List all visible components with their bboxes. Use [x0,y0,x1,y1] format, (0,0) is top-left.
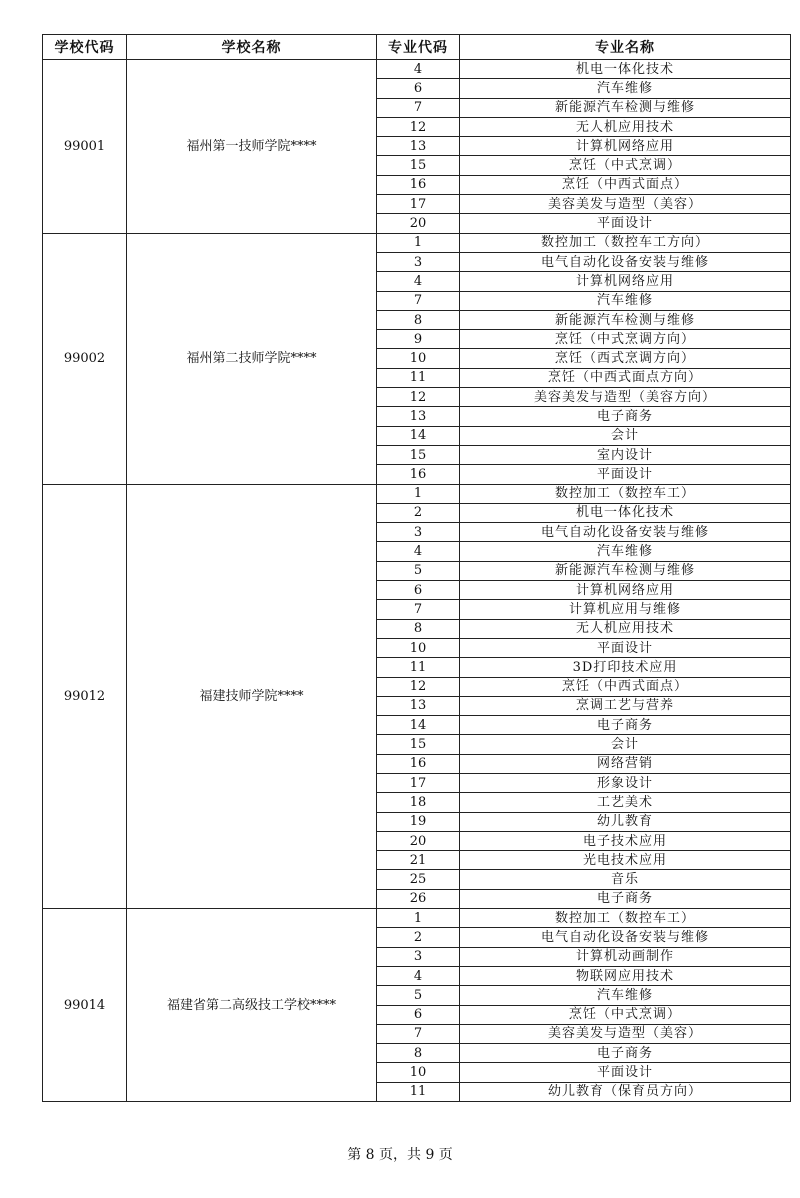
major-code-cell: 6 [377,1005,460,1024]
major-code-cell: 13 [377,137,460,156]
major-code-cell: 3 [377,947,460,966]
major-name-cell: 电子技术应用 [460,831,791,850]
major-code-cell: 10 [377,1063,460,1082]
major-name-cell: 汽车维修 [460,291,791,310]
major-code-cell: 2 [377,503,460,522]
table-row [43,909,791,928]
major-name-cell: 烹饪（中式烹调） [460,156,791,175]
major-name-cell: 电子商务 [460,889,791,908]
major-name-cell: 美容美发与造型（美容方向） [460,388,791,407]
school-name-cell: 福建技师学院**** [127,484,377,909]
major-name-cell: 工艺美术 [460,793,791,812]
major-code-cell: 9 [377,330,460,349]
header-major-code: 专业代码 [377,35,460,60]
major-code-cell: 20 [377,214,460,233]
major-code-cell: 19 [377,812,460,831]
major-name-cell: 烹调工艺与营养 [460,696,791,715]
major-name-cell: 烹饪（中西式面点） [460,175,791,194]
major-code-cell: 12 [377,388,460,407]
school-name-cell: 福建省第二高级技工学校**** [127,909,377,1102]
major-code-cell: 4 [377,60,460,79]
major-code-cell: 4 [377,542,460,561]
major-name-cell: 计算机网络应用 [460,137,791,156]
major-name-cell: 烹饪（中式烹调） [460,1005,791,1024]
major-code-cell: 10 [377,349,460,368]
major-code-cell: 7 [377,98,460,117]
table-row [43,484,791,503]
major-name-cell: 数控加工（数控车工） [460,909,791,928]
major-name-cell: 电气自动化设备安装与维修 [460,928,791,947]
school-major-table [42,34,791,1102]
major-name-cell: 新能源汽车检测与维修 [460,98,791,117]
major-name-cell: 新能源汽车检测与维修 [460,310,791,329]
major-code-cell: 7 [377,1024,460,1043]
major-code-cell: 14 [377,716,460,735]
major-name-cell: 机电一体化技术 [460,503,791,522]
major-name-cell: 汽车维修 [460,79,791,98]
major-code-cell: 16 [377,754,460,773]
major-name-cell: 平面设计 [460,465,791,484]
major-code-cell: 20 [377,831,460,850]
major-code-cell: 15 [377,445,460,464]
school-code-cell: 99014 [43,909,127,1102]
major-name-cell: 计算机动画制作 [460,947,791,966]
major-code-cell: 3 [377,523,460,542]
major-name-cell: 幼儿教育（保育员方向） [460,1082,791,1101]
school-name-cell: 福州第二技师学院**** [127,233,377,484]
major-code-cell: 25 [377,870,460,889]
school-code-cell: 99001 [43,60,127,234]
major-code-cell: 7 [377,291,460,310]
major-code-cell: 16 [377,465,460,484]
major-name-cell: 烹饪（中西式面点） [460,677,791,696]
major-name-cell: 烹饪（西式烹调方向） [460,349,791,368]
major-code-cell: 11 [377,658,460,677]
major-code-cell: 5 [377,561,460,580]
major-code-cell: 1 [377,484,460,503]
major-name-cell: 平面设计 [460,638,791,657]
major-code-cell: 11 [377,368,460,387]
major-name-cell: 幼儿教育 [460,812,791,831]
major-code-cell: 17 [377,773,460,792]
major-name-cell: 无人机应用技术 [460,117,791,136]
major-name-cell: 会计 [460,426,791,445]
major-name-cell: 平面设计 [460,1063,791,1082]
major-name-cell: 平面设计 [460,214,791,233]
school-name-cell: 福州第一技师学院**** [127,60,377,234]
major-name-cell: 电子商务 [460,716,791,735]
major-name-cell: 室内设计 [460,445,791,464]
major-name-cell: 汽车维修 [460,986,791,1005]
header-major-name: 专业名称 [460,35,791,60]
school-code-cell: 99002 [43,233,127,484]
major-code-cell: 17 [377,195,460,214]
major-name-cell: 美容美发与造型（美容） [460,195,791,214]
major-code-cell: 11 [377,1082,460,1101]
major-name-cell: 数控加工（数控车工方向） [460,233,791,252]
major-name-cell: 3D打印技术应用 [460,658,791,677]
major-code-cell: 15 [377,156,460,175]
major-name-cell: 数控加工（数控车工） [460,484,791,503]
major-name-cell: 电气自动化设备安装与维修 [460,523,791,542]
major-name-cell: 美容美发与造型（美容） [460,1024,791,1043]
major-code-cell: 7 [377,600,460,619]
major-name-cell: 电气自动化设备安装与维修 [460,252,791,271]
major-name-cell: 计算机网络应用 [460,272,791,291]
major-code-cell: 1 [377,909,460,928]
table-body [43,60,791,1102]
header-school-code: 学校代码 [43,35,127,60]
major-name-cell: 物联网应用技术 [460,966,791,985]
major-code-cell: 10 [377,638,460,657]
table-header-row [43,35,791,60]
major-code-cell: 16 [377,175,460,194]
major-code-cell: 18 [377,793,460,812]
major-code-cell: 12 [377,117,460,136]
major-code-cell: 26 [377,889,460,908]
major-name-cell: 汽车维修 [460,542,791,561]
major-code-cell: 14 [377,426,460,445]
major-name-cell: 计算机网络应用 [460,581,791,600]
major-code-cell: 5 [377,986,460,1005]
major-name-cell: 电子商务 [460,407,791,426]
major-code-cell: 21 [377,851,460,870]
major-name-cell: 形象设计 [460,773,791,792]
school-code-cell: 99012 [43,484,127,909]
page-footer: 第 8 页，共 9 页 [347,1147,453,1163]
major-code-cell: 1 [377,233,460,252]
major-name-cell: 新能源汽车检测与维修 [460,561,791,580]
table-row [43,233,791,252]
major-name-cell: 机电一体化技术 [460,60,791,79]
major-code-cell: 13 [377,407,460,426]
major-name-cell: 光电技术应用 [460,851,791,870]
header-school-name: 学校名称 [127,35,377,60]
major-name-cell: 网络营销 [460,754,791,773]
major-code-cell: 6 [377,581,460,600]
major-code-cell: 6 [377,79,460,98]
major-name-cell: 音乐 [460,870,791,889]
major-code-cell: 4 [377,272,460,291]
major-code-cell: 8 [377,619,460,638]
major-code-cell: 12 [377,677,460,696]
major-name-cell: 电子商务 [460,1044,791,1063]
major-name-cell: 计算机应用与维修 [460,600,791,619]
major-name-cell: 会计 [460,735,791,754]
major-code-cell: 4 [377,966,460,985]
major-code-cell: 2 [377,928,460,947]
major-code-cell: 8 [377,310,460,329]
major-code-cell: 8 [377,1044,460,1063]
major-code-cell: 3 [377,252,460,271]
major-name-cell: 烹饪（中式烹调方向） [460,330,791,349]
table-row [43,60,791,79]
major-name-cell: 烹饪（中西式面点方向） [460,368,791,387]
major-name-cell: 无人机应用技术 [460,619,791,638]
major-code-cell: 15 [377,735,460,754]
major-code-cell: 13 [377,696,460,715]
